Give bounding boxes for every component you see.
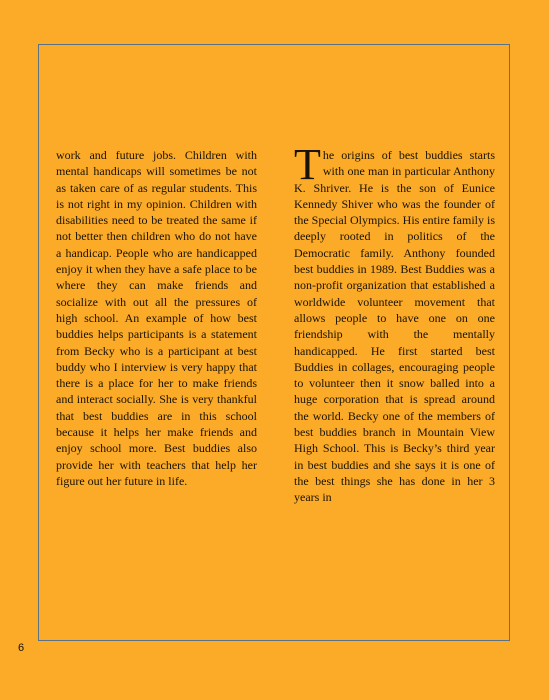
left-text-column	[56, 147, 257, 489]
left-column-text: work and future jobs. Children with mental handicaps will sometimes be not as taken care of as regular students. This is not right in my opinion. Children with disabilities need to be treated the same if not better then children who do not have a handicap. People who are handicapped enjoy it when they have a safe place to be where they can make friends and socialize with out all the pressures of high school. An example of how best buddies helps participants is a statement from Becky who is a participant at best buddy who I interview is very happy that there is a place for her to make friends and interact socially. She is very thankful that best buddies are in this school because it helps her make friends and enjoy school more. Best buddies also provide her with teachers that help her figure out her future in life.	[56, 148, 257, 488]
right-column-text: he origins of best buddies starts with one man in particular Anthony K. Shriver. He is the son of Eunice Kennedy Shiver who was the founder of the Special Olympics. His entire family is deeply rooted in politics of the Democratic family. Anthony founded best buddies in 1989. Best Buddies was a non-profit organization that established a worldwide volunteer movement that allows people to have one on one friendship with the mentally handicapped. He first started best Buddies in collages, encouraging people to volunteer then it snow balled into a huge corporation that is spread around the world. Becky one of the members of best buddies branch in Mountain View High School. This is Becky’s third year in best buddies and she says it is one of the best things she has done in her 3 years in	[294, 148, 495, 505]
page-number: 6	[18, 642, 25, 654]
right-text-column	[294, 140, 495, 506]
drop-cap: T	[294, 140, 321, 189]
